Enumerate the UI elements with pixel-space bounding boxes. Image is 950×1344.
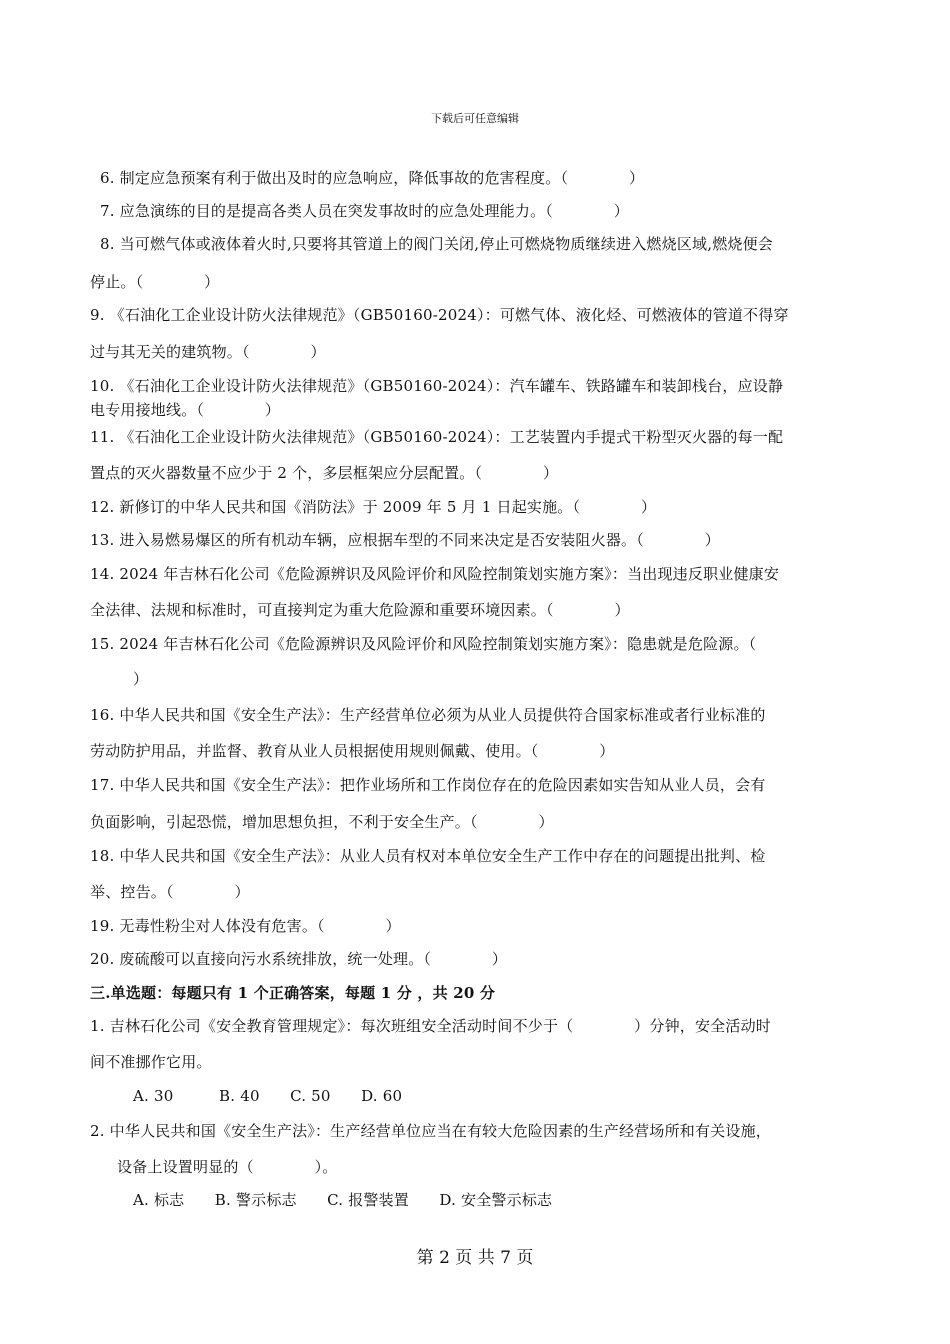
question-line: 全法律、法规和标准时，可直接判定为重大危险源和重要环境因素。（ ） bbox=[90, 601, 630, 619]
question-line: 间不准挪作它用。 bbox=[90, 1053, 212, 1071]
question-line: 置点的灭火器数量不应少于 2 个，多层框架应分层配置。（ ） bbox=[90, 464, 559, 482]
question-line: 2. 中华人民共和国《安全生产法》：生产经营单位应当在有较大危险因素的生产经营场所和有关设施， bbox=[90, 1122, 771, 1140]
question-line: 6. 制定应急预案有利于做出及时的应急响应，降低事故的危害程度。（ ） bbox=[100, 169, 645, 187]
question-line: 11. 《石油化工企业设计防火法律规范》（GB50160-2024）：工艺装置内手提式干粉型灭火器的每一配 bbox=[90, 428, 784, 446]
question-line: 举、控告。（ ） bbox=[90, 883, 250, 901]
question-line: 16. 中华人民共和国《安全生产法》：生产经营单位必须为从业人员提供符合国家标准或者行业标准的 bbox=[90, 706, 766, 724]
question-line: 8. 当可燃气体或液体着火时,只要将其管道上的阀门关闭,停止可燃烧物质继续进入燃烧区域,燃烧便会 bbox=[100, 235, 773, 253]
question-line: 过与其无关的建筑物。（ ） bbox=[90, 343, 326, 361]
question-line: 14. 2024 年吉林石化公司《危险源辨识及风险评价和风险控制策划实施方案》：当出现违反职业健康安 bbox=[90, 565, 780, 583]
question-line: 劳动防护用品，并监督、教育从业人员根据使用规则佩戴、使用。（ ） bbox=[90, 742, 615, 760]
question-line: 电专用接地线。（ ） bbox=[90, 401, 281, 419]
page-header: 下载后可任意编辑 bbox=[431, 112, 519, 125]
question-line: 1. 吉林石化公司《安全教育管理规定》：每次班组安全活动时间不少于（ ）分钟，安全活动时 bbox=[90, 1017, 771, 1035]
question-line: 18. 中华人民共和国《安全生产法》：从业人员有权对本单位安全生产工作中存在的问题提出批判、检 bbox=[90, 847, 766, 865]
answer-options: A. 30 B. 40 C. 50 D. 60 bbox=[133, 1087, 403, 1105]
question-line: 15. 2024 年吉林石化公司《危险源辨识及风险评价和风险控制策划实施方案》：隐患就是危险源。（ bbox=[90, 635, 757, 653]
question-line: 设备上设置明显的（ ）。 bbox=[117, 1158, 338, 1176]
question-line: 20. 废硫酸可以直接向污水系统排放，统一处理。（ ） bbox=[90, 950, 508, 968]
question-line: ） bbox=[133, 670, 149, 688]
question-line: 9. 《石油化工企业设计防火法律规范》（GB50160-2024）：可燃气体、液化烃、可燃液体的管道不得穿 bbox=[90, 306, 789, 324]
question-line: 停止。（ ） bbox=[90, 273, 220, 291]
question-line: 负面影响，引起恐慌，增加思想负担，不利于安全生产。（ ） bbox=[90, 813, 554, 831]
question-line: 19. 无毒性粉尘对人体没有危害。（ ） bbox=[90, 917, 401, 935]
question-line: 12. 新修订的中华人民共和国《消防法》于 2009 年 5 月 1 日起实施。（ ） bbox=[90, 498, 657, 516]
question-line: 10. 《石油化工企业设计防火法律规范》（GB50160-2024）：汽车罐车、铁路罐车和装卸栈台，应设静 bbox=[90, 377, 784, 395]
question-line: 7. 应急演练的目的是提高各类人员在突发事故时的应急处理能力。（ ） bbox=[100, 202, 629, 220]
section-heading: 三.单选题：每题只有 1 个正确答案，每题 1 分 ，共 20 分 bbox=[90, 984, 496, 1002]
question-line: 13. 进入易燃易爆区的所有机动车辆，应根据车型的不同来决定是否安装阻火器。（ ） bbox=[90, 531, 720, 549]
question-line: 17. 中华人民共和国《安全生产法》：把作业场所和工作岗位存在的危险因素如实告知从业人员，会有 bbox=[90, 776, 766, 794]
answer-options: A. 标志 B. 警示标志 C. 报警装置 D. 安全警示标志 bbox=[133, 1191, 553, 1209]
page-footer: 第 2 页 共 7 页 bbox=[416, 1248, 534, 1268]
